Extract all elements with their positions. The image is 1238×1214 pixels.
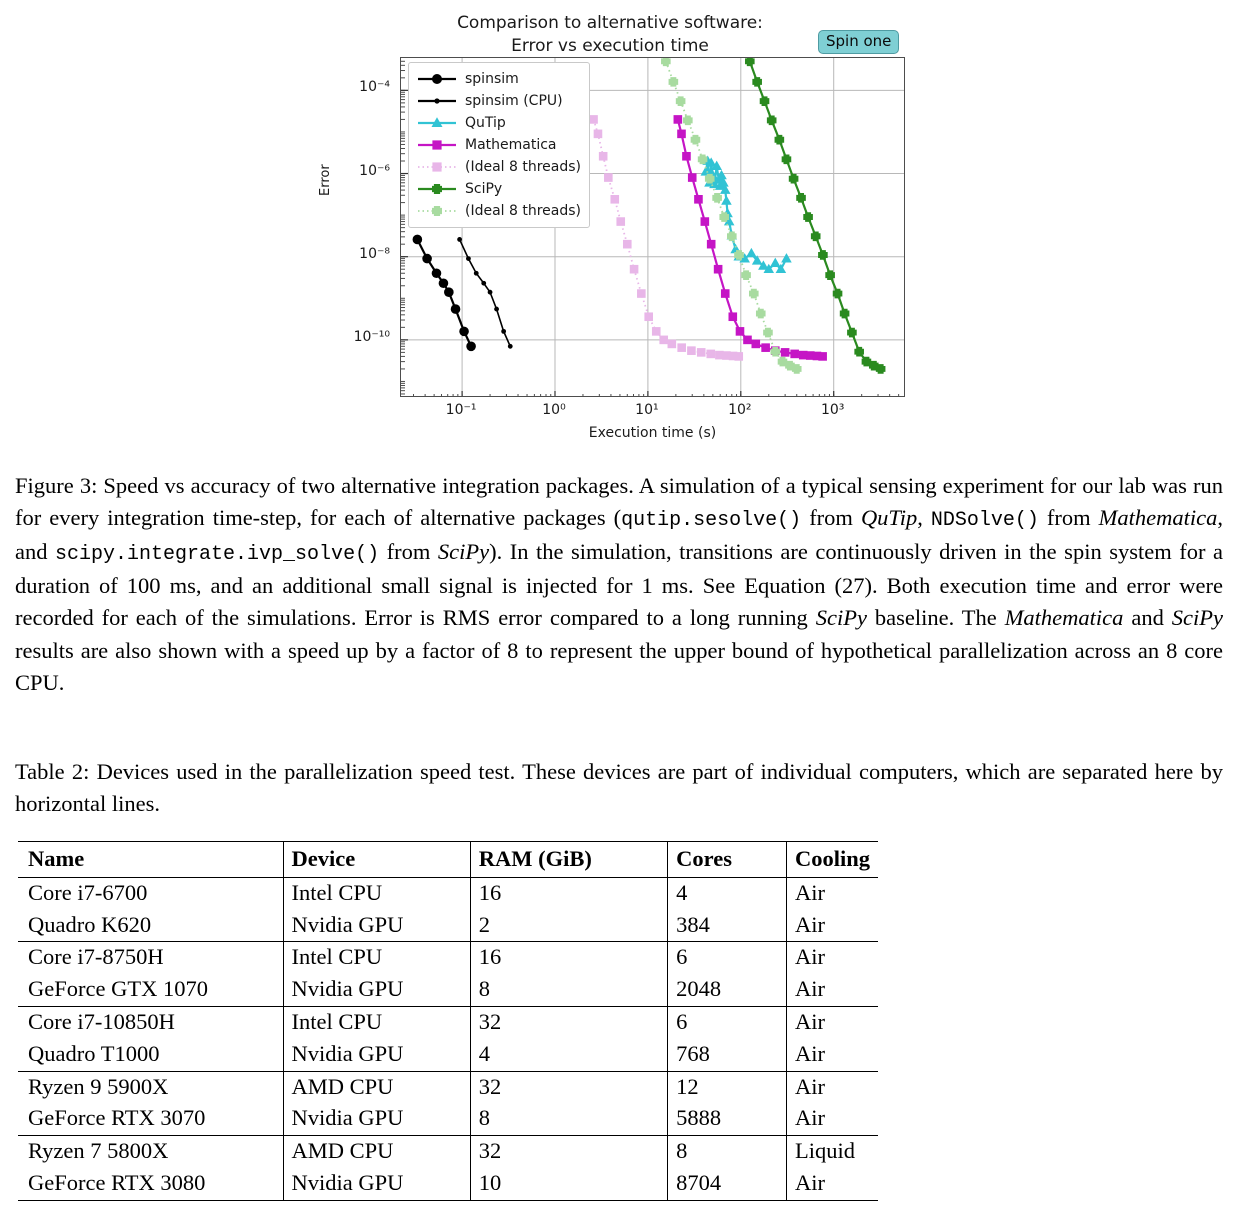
x-tick-label: 10³ xyxy=(820,402,845,418)
cell-cores: 2048 xyxy=(668,974,787,1006)
caption-text: results are also shown with a speed up by a factor of 8 to represent the upper bound of hypothetical parallelization across an 8 core CPU. xyxy=(15,637,1223,696)
cell-name: Core i7-8750H xyxy=(28,944,164,970)
cell-cooling: Air xyxy=(786,1071,878,1103)
legend-item xyxy=(415,112,581,134)
figure-caption xyxy=(15,470,1223,700)
legend-item xyxy=(415,156,581,178)
table-row xyxy=(18,1039,878,1071)
column-header-ram: RAM (GiB) xyxy=(470,842,667,878)
cell-cooling: Air xyxy=(786,1168,878,1200)
y-tick-label: 10⁻⁶ xyxy=(359,162,390,179)
cell-cores: 768 xyxy=(668,1039,787,1071)
cell-ram: 16 xyxy=(470,877,667,909)
legend-label: SciPy xyxy=(465,181,503,197)
caption-text: from xyxy=(1038,505,1099,531)
legend-marker-icon xyxy=(415,114,459,132)
code-scipy-ivp-solve: scipy.integrate.ivp_solve() xyxy=(55,543,380,567)
legend-label: QuTip xyxy=(465,115,506,131)
legend-item xyxy=(415,134,581,156)
legend-marker-icon xyxy=(415,92,459,110)
cell-cores: 6 xyxy=(668,1006,787,1038)
caption-text: ). In the simulation, transitions are continuously driven in the spin system for a duration of 100 ms, and an additional small signal is injected for 1 ms. See Equation (27). Both execution time and error were recorded for each of the simulations. Error is RMS error compared to a long running xyxy=(15,539,1223,631)
table-header xyxy=(18,842,878,878)
table-row xyxy=(18,1006,878,1038)
table-row xyxy=(18,910,878,942)
table-group xyxy=(18,877,878,942)
cell-device: Intel CPU xyxy=(283,1006,470,1038)
cell-device: AMD CPU xyxy=(283,1136,470,1168)
devices-table xyxy=(18,841,878,1201)
legend-label: spinsim (CPU) xyxy=(465,93,563,109)
cell-device: Nvidia GPU xyxy=(283,974,470,1006)
cell-device: Nvidia GPU xyxy=(283,1039,470,1071)
cell-cooling: Air xyxy=(786,1039,878,1071)
cell-cores: 12 xyxy=(668,1071,787,1103)
figure-3 xyxy=(0,0,1238,462)
cell-name: GeForce RTX 3070 xyxy=(28,1105,206,1131)
legend-marker-icon xyxy=(415,70,459,88)
cell-device: AMD CPU xyxy=(283,1071,470,1103)
x-axis-label: Execution time (s) xyxy=(588,425,717,441)
cell-ram: 32 xyxy=(470,1136,667,1168)
legend-label: (Ideal 8 threads) xyxy=(465,159,582,175)
x-tick-label: 10¹ xyxy=(635,402,659,418)
column-header-name: Name xyxy=(18,842,283,878)
caption-text: Figure 3: Speed vs accuracy of two alternative integration packages. A simulation of a typical sensing experiment for our lab was run for every integration time-step, for each of alternative packages ( xyxy=(15,473,1223,531)
table-row xyxy=(18,942,878,974)
legend-label: Mathematica xyxy=(465,137,557,153)
column-header-device: Device xyxy=(283,842,470,878)
table-caption: Table 2: Devices used in the parallelization speed test. These devices are part of individual computers, which are separated here by horizontal lines. xyxy=(15,759,1223,817)
cell-name: Quadro T1000 xyxy=(28,1040,160,1066)
table-header-row xyxy=(18,842,878,878)
legend-item xyxy=(415,178,581,200)
legend-item xyxy=(415,68,581,90)
cell-ram: 4 xyxy=(470,1039,667,1071)
caption-text: from xyxy=(379,539,438,565)
spin-one-badge: Spin one xyxy=(818,30,899,54)
cell-name: Quadro K620 xyxy=(28,911,152,937)
cell-name: GeForce RTX 3080 xyxy=(28,1169,206,1195)
legend-label: spinsim xyxy=(465,71,519,87)
cell-name: Ryzen 9 5900X xyxy=(28,1073,169,1099)
y-tick-label: 10⁻⁸ xyxy=(359,245,390,262)
table-group xyxy=(18,942,878,1007)
legend-marker-icon xyxy=(415,180,459,198)
italic-scipy: SciPy xyxy=(1171,605,1223,631)
code-ndsolve: NDSolve() xyxy=(930,509,1039,533)
legend-item xyxy=(415,200,581,222)
table-group xyxy=(18,1006,878,1071)
cell-name: Ryzen 7 5800X xyxy=(28,1138,169,1164)
cell-ram: 8 xyxy=(470,1103,667,1135)
table-group xyxy=(18,1071,878,1136)
legend-label: (Ideal 8 threads) xyxy=(465,203,582,219)
cell-cores: 4 xyxy=(668,877,787,909)
caption-text: and xyxy=(1123,605,1172,631)
chart-title xyxy=(390,12,830,57)
x-tick-label: 10⁻¹ xyxy=(445,402,477,418)
table-group xyxy=(18,1136,878,1201)
cell-ram: 8 xyxy=(470,974,667,1006)
cell-device: Nvidia GPU xyxy=(283,1103,470,1135)
cell-ram: 32 xyxy=(470,1006,667,1038)
y-axis-label: Error xyxy=(318,164,333,196)
cell-name: Core i7-6700 xyxy=(28,879,148,905)
column-header-cooling: Cooling xyxy=(786,842,878,878)
caption-text: baseline. The xyxy=(866,605,1005,631)
cell-cooling: Air xyxy=(786,1006,878,1038)
cell-cooling: Air xyxy=(786,910,878,942)
table-row xyxy=(18,877,878,909)
cell-cores: 8704 xyxy=(668,1168,787,1200)
legend-marker-icon xyxy=(415,136,459,154)
chart-title-line2: Error vs execution time xyxy=(511,35,709,56)
x-tick-label: 10⁰ xyxy=(542,402,566,418)
code-qutip-sesolve: qutip.sesolve() xyxy=(621,509,802,533)
x-tick-label: 10² xyxy=(728,402,752,418)
caption-text: , and xyxy=(15,505,1223,565)
cell-cores: 5888 xyxy=(668,1103,787,1135)
cell-cores: 8 xyxy=(668,1136,787,1168)
caption-text: from xyxy=(801,505,861,531)
cell-ram: 10 xyxy=(470,1168,667,1200)
cell-device: Nvidia GPU xyxy=(283,1168,470,1200)
column-header-cores: Cores xyxy=(668,842,787,878)
table-row xyxy=(18,1136,878,1168)
cell-cores: 6 xyxy=(668,942,787,974)
cell-cooling: Air xyxy=(786,974,878,1006)
italic-scipy: SciPy xyxy=(437,539,490,565)
cell-device: Nvidia GPU xyxy=(283,910,470,942)
legend-item xyxy=(415,90,581,112)
cell-ram: 2 xyxy=(470,910,667,942)
cell-ram: 32 xyxy=(470,1071,667,1103)
chart-legend xyxy=(408,62,590,228)
legend-marker-icon xyxy=(415,202,459,220)
cell-name: Core i7-10850H xyxy=(28,1008,175,1034)
legend-marker-icon xyxy=(415,158,459,176)
cell-cooling: Air xyxy=(786,877,878,909)
cell-device: Intel CPU xyxy=(283,877,470,909)
table-row xyxy=(18,1071,878,1103)
table-row xyxy=(18,1168,878,1200)
cell-cooling: Air xyxy=(786,1103,878,1135)
y-tick-label: 10⁻⁴ xyxy=(359,79,390,96)
italic-mathematica: Mathematica xyxy=(1098,505,1218,531)
cell-device: Intel CPU xyxy=(283,942,470,974)
cell-name: GeForce GTX 1070 xyxy=(28,976,208,1002)
chart-title-line1: Comparison to alternative software: xyxy=(457,13,763,33)
cell-cooling: Liquid xyxy=(786,1136,878,1168)
table-row xyxy=(18,1103,878,1135)
cell-cooling: Air xyxy=(786,942,878,974)
table-row xyxy=(18,974,878,1006)
caption-text: , xyxy=(917,505,931,531)
cell-ram: 16 xyxy=(470,942,667,974)
italic-scipy: SciPy xyxy=(815,605,867,631)
y-tick-label: 10⁻¹⁰ xyxy=(353,328,390,345)
cell-cores: 384 xyxy=(668,910,787,942)
italic-qutip: QuTip xyxy=(860,505,918,531)
italic-mathematica: Mathematica xyxy=(1004,605,1124,631)
